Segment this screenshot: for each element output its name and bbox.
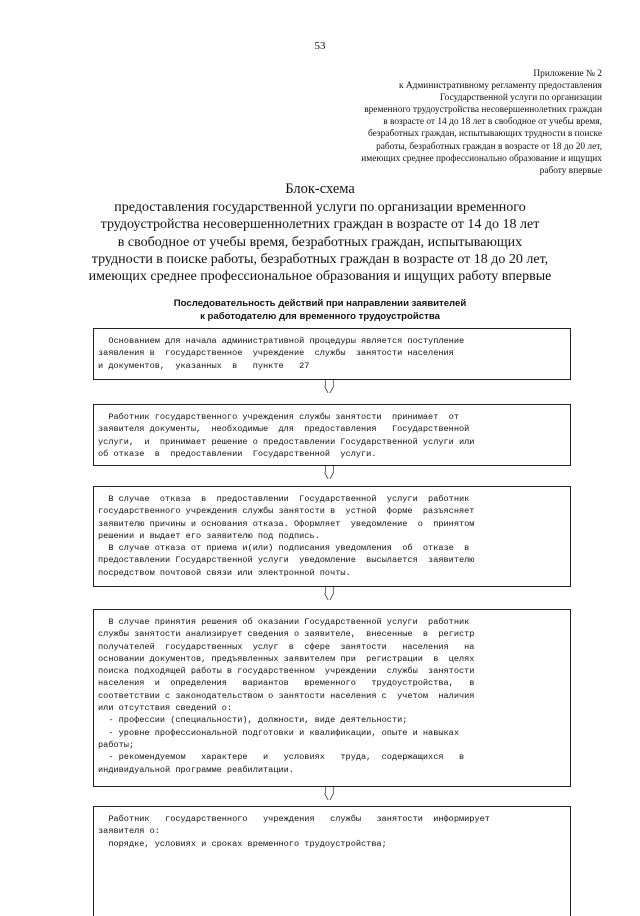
page-subtitle <box>0 199 640 285</box>
flow-step-text: об отказе в предоставлении Государственной услуги. <box>98 448 377 459</box>
section-heading <box>0 297 640 323</box>
flow-step-text: службы занятости анализирует сведения о заявителе, внесенные в регистр <box>98 629 475 640</box>
appendix-line: имеющих среднее профессионально образование и ищущих <box>361 153 602 164</box>
flow-step-text: Основанием для начала административной процедуры является поступление <box>98 336 465 346</box>
flow-step-text: решении и выдает его заявителю под подпись. <box>98 530 320 541</box>
section-heading-line: к работодателю для временного трудоустройства <box>200 311 440 322</box>
page-title: Блок-схема <box>285 181 355 197</box>
flow-step-text: заявления в государственное учреждение службы занятости населения <box>98 348 454 359</box>
flow-step-refusal <box>93 486 571 587</box>
flow-step-text: В случае принятия решения об оказании Государственной услуги работник <box>98 617 470 627</box>
appendix-line: к Административному регламенту предоставления <box>398 81 602 92</box>
flow-step-text: заявителя о: <box>98 826 160 837</box>
appendix-line: работу впервые <box>539 165 602 176</box>
subtitle-line: имеющих среднее профессиональное образования и ищущих работу впервые <box>88 269 552 285</box>
flow-step-text: заявителя документы, необходимые для предоставления Государственной <box>98 424 470 435</box>
flow-step-text: посредством почтовой связи или электронной почты. <box>98 567 351 578</box>
page-number: 53 <box>314 40 326 52</box>
appendix-line: временного трудоустройства несовершеннолетних граждан <box>364 105 602 116</box>
flow-step-text: или отсутствия сведений о: <box>98 703 233 714</box>
flow-step-text: услуги, и принимает решение о предоставлении Государственной услуги или <box>98 436 475 447</box>
appendix-line: безработных граждан, испытывающих трудности в поиске <box>367 129 602 140</box>
flow-step-text: соответствии с законодательством о занятости населения с учетом наличия <box>98 690 475 701</box>
flow-step-application-received <box>93 328 571 380</box>
flow-step-inform-applicant <box>93 806 571 916</box>
flow-step-text: - профессии (специальности), должности, виде деятельности; <box>98 715 408 726</box>
flow-step-text: населения и определения вариантов временного трудоустройства, в <box>98 678 475 689</box>
flow-step-text: государственного учреждения службы занятости в устной форме разъясняет <box>98 506 475 517</box>
flow-step-text: работы; <box>98 739 135 750</box>
subtitle-line: трудности в поиске работы, безработных граждан в возрасте от 18 до 20 лет, <box>91 251 549 267</box>
appendix-line: Государственной услуги по организации <box>440 93 602 104</box>
flow-step-text: основании документов, предъявленных заявителем при регистрации в целях <box>98 653 475 664</box>
flow-step-text: заявителю причины и основания отказа. Оформляет уведомление о принятом <box>98 518 475 529</box>
flow-step-text: - рекомендуемом характере и условиях труда, содержащихся в <box>98 752 465 763</box>
flow-arrow-down-icon: | | \/ <box>323 586 335 603</box>
flow-step-text: В случае отказа в предоставлении Государственной услуги работник <box>98 494 470 504</box>
flow-step-text: Работник государственного учреждения службы занятости информирует <box>98 814 490 824</box>
subtitle-line: предоставления государственной услуги по организации временного <box>114 200 526 215</box>
flow-step-text: Работник государственного учреждения службы занятости принимает от <box>98 412 459 422</box>
section-heading-line: Последовательность действий при направлении заявителей <box>173 298 467 309</box>
flow-step-text: - уровне профессиональной подготовки и квалификации, опыте и навыках <box>98 727 459 738</box>
flow-step-documents-accepted <box>93 404 571 466</box>
flow-step-text: предоставлении Государственной услуги уведомление высылается заявителю <box>98 555 475 566</box>
flow-step-text: и документов, указанных в пункте 27 <box>98 360 310 371</box>
flow-step-text: порядке, условиях и сроках временного трудоустройства; <box>98 838 387 849</box>
flow-step-text: получателей государственных услуг в сфере занятости населения на <box>98 641 475 652</box>
appendix-line: работы, безработных граждан в возрасте от 18 до 20 лет, <box>376 141 602 152</box>
appendix-line: в возрасте от 14 до 18 лет в свободное от учебы время, <box>383 117 602 128</box>
flow-step-text: индивидуальной программе реабилитации. <box>98 764 294 775</box>
subtitle-line: трудоустройства несовершеннолетних граждан в возрасте от 14 до 18 лет <box>100 217 540 233</box>
flow-arrow-down-icon: | | \/ <box>323 786 335 803</box>
flow-arrow-down-icon: | | \/ <box>323 465 335 482</box>
flow-step-text: поиска подходящей работы в государственном учреждении службы занятости <box>98 666 475 677</box>
appendix-header <box>302 68 602 177</box>
flow-step-text: В случае отказа от приема и(или) подписания уведомления об отказе в <box>98 543 470 554</box>
flow-step-service-provided-analysis <box>93 609 571 787</box>
subtitle-line: в свободное от учебы время, безработных граждан, испытывающих <box>117 234 523 250</box>
appendix-line: Приложение № 2 <box>533 69 602 79</box>
flow-arrow-down-icon: | | \/ <box>323 379 335 396</box>
